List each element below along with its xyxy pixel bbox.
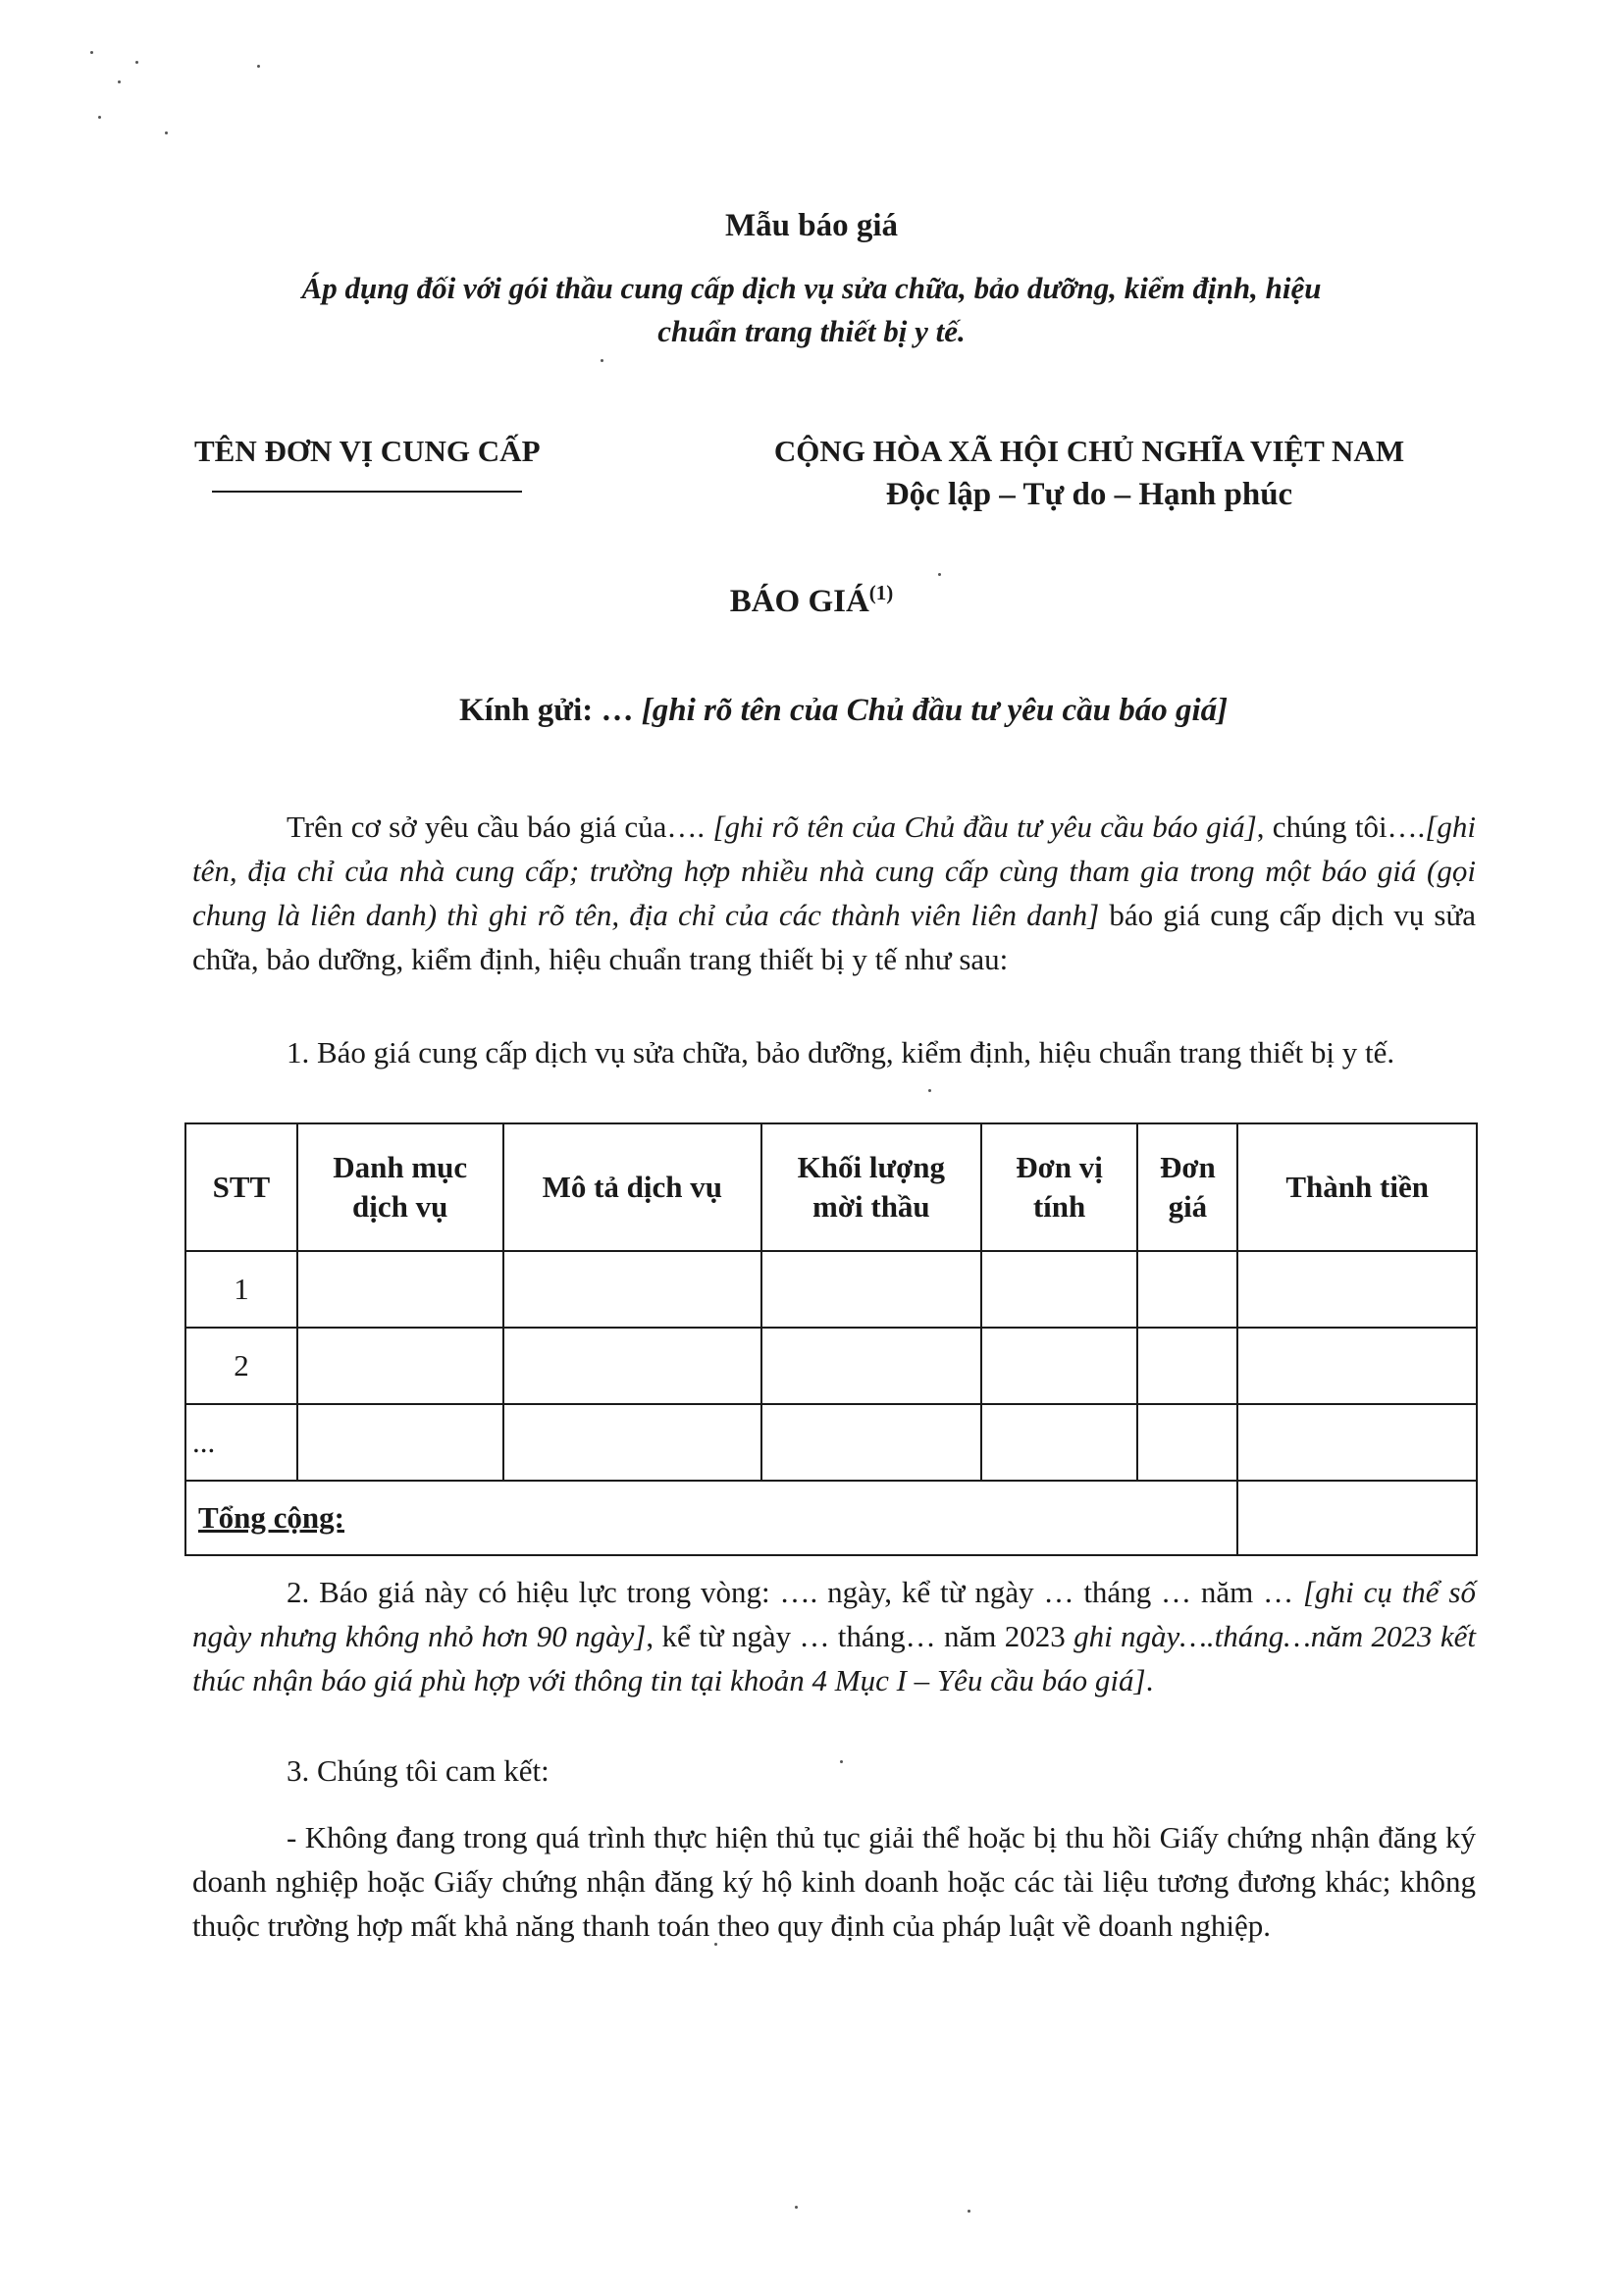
- section-2-placeholder-days: [ghi cụ thể số ngày nhưng không nhỏ hơn 90 ngày]: [192, 1575, 1476, 1653]
- cell: [981, 1251, 1138, 1328]
- cell: [1237, 1328, 1477, 1404]
- cell-stt: ...: [185, 1404, 297, 1481]
- scan-speck: [118, 80, 121, 83]
- form-subtitle-line1: Áp dụng đối với gói thầu cung cấp dịch vụ sửa chữa, bảo dưỡng, kiểm định, hiệu: [301, 271, 1322, 305]
- quote-table: [184, 1122, 1478, 1556]
- section-1-text: 1. Báo giá cung cấp dịch vụ sửa chữa, bảo dưỡng, kiểm định, hiệu chuẩn trang thiết bị y tế.: [287, 1035, 1395, 1070]
- table-header-row: [185, 1123, 1477, 1251]
- total-value-cell: [1237, 1481, 1477, 1555]
- header-amount: Thành tiền: [1237, 1123, 1477, 1251]
- cell: [981, 1404, 1138, 1481]
- intro-text-3: báo giá cung cấp dịch vụ sửa chữa, bảo dưỡng, kiểm định, hiệu chuẩn trang thiết bị y tế như sau:: [192, 898, 1477, 976]
- national-motto: Độc lập – Tự do – Hạnh phúc: [885, 477, 1293, 512]
- scan-speck: [135, 61, 138, 64]
- intro-text-1: Trên cơ sở yêu cầu báo giá của….: [287, 809, 706, 844]
- cell: [981, 1328, 1138, 1404]
- cell: [761, 1251, 981, 1328]
- cell: [503, 1251, 761, 1328]
- section-2-text-2: , kể từ ngày … tháng… năm 2023: [646, 1619, 1074, 1653]
- cell: [297, 1404, 503, 1481]
- cell: [1237, 1251, 1477, 1328]
- commitment-1-text: - Không đang trong quá trình thực hiện thủ tục giải thể hoặc bị thu hồi Giấy chứng nhận đăng ký doanh nghiệp hoặc Giấy chứng nhận đăng ký hộ kinh doanh hoặc các tài liệu tương đương khác; không thuộc trường hợp mất khả năng thanh toán theo quy định của pháp luật về doanh nghiệp.: [192, 1820, 1476, 1943]
- header-stt: STT: [185, 1123, 297, 1251]
- cell: [761, 1404, 981, 1481]
- cell: [1237, 1404, 1477, 1481]
- scan-speck: [928, 1089, 931, 1092]
- table-row: [185, 1328, 1477, 1404]
- doc-title: [0, 581, 1623, 620]
- section-2: [192, 1570, 1476, 1702]
- cell: [1137, 1328, 1237, 1404]
- scan-speck: [938, 573, 941, 576]
- section-2-placeholder-end: ghi ngày….tháng…năm 2023 kết thúc nhận báo giá phù hợp với thông tin tại khoản 4 Mục I – Yêu cầu báo giá]: [192, 1619, 1476, 1697]
- form-title: Mẫu báo giá: [724, 208, 899, 243]
- table-row: [185, 1404, 1477, 1481]
- doc-title-text: BÁO GIÁ: [729, 584, 869, 619]
- header-service-list: Danh mục dịch vụ: [297, 1123, 503, 1251]
- cell: [503, 1404, 761, 1481]
- table-row: [185, 1251, 1477, 1328]
- recipient-placeholder: [ghi rõ tên của Chủ đầu tư yêu cầu báo giá]: [641, 693, 1229, 728]
- supplier-underline: [212, 491, 522, 493]
- cell: [297, 1251, 503, 1328]
- section-2-text-3: .: [1145, 1663, 1154, 1697]
- scan-speck: [257, 65, 260, 68]
- cell-stt: 2: [185, 1328, 297, 1404]
- cell: [297, 1328, 503, 1404]
- cell: [761, 1328, 981, 1404]
- intro-text-2: , chúng tôi….: [1256, 809, 1426, 844]
- header-unit: Đơn vị tính: [981, 1123, 1138, 1251]
- intro-placeholder-supplier: [ghi tên, địa chỉ của nhà cung cấp; trường hợp nhiều nhà cung cấp cùng tham gia trong một báo giá (gọi chung là liên danh) thì ghi rõ tên, địa chỉ của các thành viên liên danh]: [192, 809, 1476, 932]
- scan-speck: [601, 359, 603, 362]
- commitment-1: [192, 1815, 1476, 1948]
- doc-title-footnote: (1): [868, 581, 894, 604]
- cell: [1137, 1404, 1237, 1481]
- intro-placeholder-owner: [ghi rõ tên của Chủ đầu tư yêu cầu báo giá]: [712, 809, 1257, 844]
- scan-speck: [795, 2206, 798, 2209]
- table-total-row: [185, 1481, 1477, 1555]
- form-subtitle-line2: chuẩn trang thiết bị y tế.: [657, 314, 966, 348]
- section-3: [192, 1748, 1476, 1793]
- total-label: Tổng cộng:: [198, 1500, 344, 1535]
- scan-speck: [165, 131, 168, 134]
- supplier-name-label: TÊN ĐƠN VỊ CUNG CẤP: [194, 434, 541, 468]
- recipient-label: Kính gửi: …: [459, 693, 634, 728]
- recipient-line: [459, 693, 1228, 729]
- scan-speck: [90, 51, 93, 54]
- header-unit-price: Đơn giá: [1137, 1123, 1237, 1251]
- header-service-description: Mô tả dịch vụ: [503, 1123, 761, 1251]
- total-label-cell: [185, 1481, 1237, 1555]
- section-1: [192, 1030, 1476, 1074]
- header-volume: Khối lượng mời thầu: [761, 1123, 981, 1251]
- cell: [1137, 1251, 1237, 1328]
- cell: [503, 1328, 761, 1404]
- scan-speck: [968, 2210, 970, 2213]
- cell-stt: 1: [185, 1251, 297, 1328]
- scan-speck: [98, 116, 101, 119]
- national-title: CỘNG HÒA XÃ HỘI CHỦ NGHĨA VIỆT NAM: [773, 434, 1405, 468]
- section-3-text: 3. Chúng tôi cam kết:: [287, 1753, 550, 1788]
- section-2-text-1: 2. Báo giá này có hiệu lực trong vòng: …. ngày, kể từ ngày … tháng … năm …: [287, 1575, 1304, 1609]
- intro-paragraph: [192, 805, 1476, 981]
